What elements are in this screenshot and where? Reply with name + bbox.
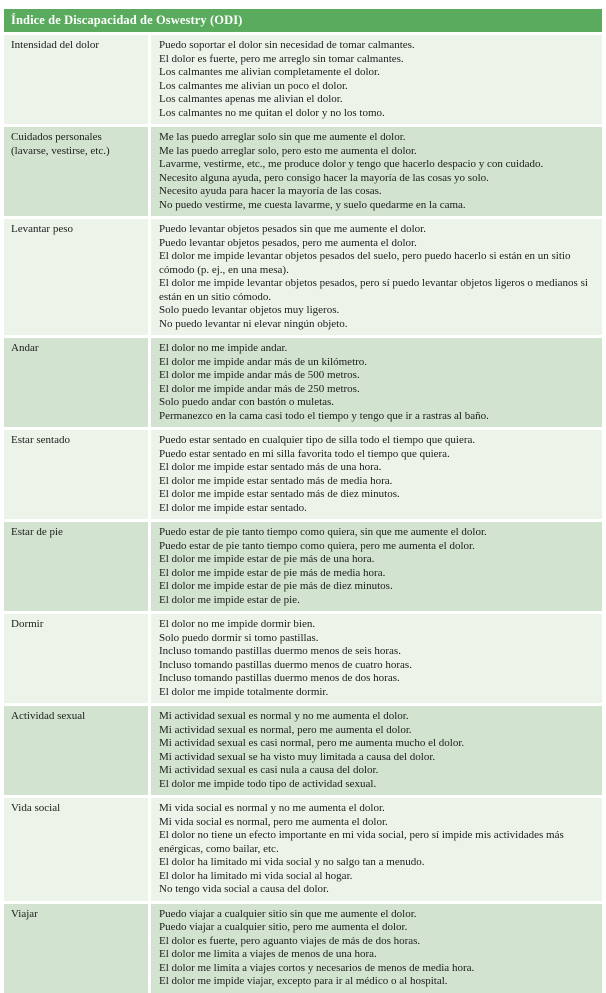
option-line: Los calmantes apenas me alivian el dolor. (159, 93, 343, 105)
option-line: Puedo estar de pie tanto tiempo como quiera, pero me aumenta el dolor. (159, 539, 475, 552)
options-cell (151, 35, 602, 124)
option-line: Solo puedo dormir si tomo pastillas. (159, 631, 319, 644)
option-line: El dolor me impide estar de pie más de media hora. (159, 566, 386, 579)
option-line: Mi actividad sexual es casi normal, pero me aumenta mucho el dolor. (159, 737, 465, 749)
option-line: No tengo vida social a causa del dolor. (159, 883, 329, 895)
options-cell (151, 798, 602, 901)
option-line: Solo puedo andar con bastón o muletas. (159, 396, 335, 408)
category-cell: Vida social (4, 798, 148, 901)
table-row (4, 430, 602, 519)
option-line: Incluso tomando pastillas duermo menos de seis horas. (159, 645, 401, 657)
option-line: El dolor es fuerte, pero me arreglo sin tomar calmantes. (159, 52, 404, 65)
options-cell (151, 706, 602, 795)
option-line: Mi actividad sexual es casi nula a causa del dolor. (159, 764, 379, 776)
option-line: Lavarme, vestirme, etc., me produce dolor y tengo que hacerlo despacio y con cuidado. (159, 158, 544, 170)
table-row (4, 522, 602, 611)
category-cell: Andar (4, 338, 148, 427)
category-cell: Actividad sexual (4, 706, 148, 795)
option-line: Los calmantes me alivian un poco el dolor. (159, 79, 348, 92)
option-line: El dolor me impide estar de pie más de una hora. (159, 553, 375, 565)
option-line: No puedo levantar ni elevar ningún objeto. (159, 317, 348, 330)
table-body (4, 35, 602, 993)
option-line: El dolor ha limitado mi vida social y no salgo tan a menudo. (159, 856, 425, 868)
option-line: El dolor me limita a viajes de menos de una hora. (159, 948, 377, 960)
category-cell: Estar sentado (4, 430, 148, 519)
option-line: El dolor es fuerte, pero aguanto viajes de más de dos horas. (159, 934, 421, 947)
option-line: Mi vida social es normal y no me aumenta el dolor. (159, 802, 385, 814)
table-title: Índice de Discapacidad de Oswestry (ODI) (4, 9, 602, 32)
option-line: El dolor me impide andar más de un kilómetro. (159, 355, 368, 368)
option-line: Mi actividad sexual es normal, pero me aumenta el dolor. (159, 723, 412, 736)
option-line: Puedo viajar a cualquier sitio sin que me aumente el dolor. (159, 907, 417, 920)
option-line: El dolor me impide estar de pie más de diez minutos. (159, 580, 393, 592)
table-row (4, 614, 602, 703)
options-cell (151, 522, 602, 611)
option-line: Mi vida social es normal, pero me aumenta el dolor. (159, 815, 388, 828)
category-cell: Dormir (4, 614, 148, 703)
option-line: Puedo estar sentado en mi silla favorita todo el tiempo que quiera. (159, 447, 450, 460)
option-line: El dolor me impide viajar, excepto para ir al médico o al hospital. (159, 975, 448, 987)
category-cell: Viajar (4, 904, 148, 993)
option-line: Puedo estar de pie tanto tiempo como quiera, sin que me aumente el dolor. (159, 526, 487, 538)
option-line: El dolor me impide estar de pie. (159, 593, 300, 606)
option-line: El dolor me impide levantar objetos pesados del suelo, pero puedo hacerlo si están en un sitio cómodo (p. ej., en una mesa). (159, 250, 571, 276)
option-line: Los calmantes me alivian completamente el dolor. (159, 66, 380, 78)
options-cell (151, 219, 602, 335)
options-cell (151, 338, 602, 427)
option-line: Me las puedo arreglar solo sin que me aumente el dolor. (159, 131, 406, 143)
option-line: Necesito ayuda para hacer la mayoría de las cosas. (159, 185, 382, 197)
option-line: Los calmantes no me quitan el dolor y no los tomo. (159, 106, 385, 119)
option-line: Permanezco en la cama casi todo el tiempo y tengo que ir a rastras al baño. (159, 409, 489, 422)
option-line: Puedo soportar el dolor sin necesidad de tomar calmantes. (159, 39, 415, 51)
table-row (4, 338, 602, 427)
option-line: El dolor me impide totalmente dormir. (159, 685, 329, 698)
option-line: Puedo estar sentado en cualquier tipo de silla todo el tiempo que quiera. (159, 434, 476, 446)
option-line: Mi actividad sexual es normal y no me aumenta el dolor. (159, 710, 409, 722)
option-line: Puedo levantar objetos pesados, pero me aumenta el dolor. (159, 236, 417, 249)
options-cell (151, 614, 602, 703)
option-line: No puedo vestirme, me cuesta lavarme, y suelo quedarme en la cama. (159, 198, 466, 211)
odi-questionnaire-table (4, 9, 602, 993)
option-line: El dolor no tiene un efecto importante en mi vida social, pero sí impide mis actividades más enérgicas, como bailar, etc. (159, 829, 564, 855)
option-line: El dolor me impide andar más de 500 metros. (159, 369, 360, 381)
option-line: El dolor me impide andar más de 250 metros. (159, 382, 360, 395)
option-line: El dolor no me impide andar. (159, 342, 288, 354)
option-line: El dolor me impide levantar objetos pesados, pero sí puedo levantar objetos ligeros o medianos si están en un sitio cómodo. (159, 277, 588, 303)
options-cell (151, 127, 602, 216)
option-line: El dolor no me impide dormir bien. (159, 618, 316, 630)
option-line: El dolor me limita a viajes cortos y necesarios de menos de media hora. (159, 961, 475, 974)
option-line: Mi actividad sexual se ha visto muy limitada a causa del dolor. (159, 750, 436, 763)
option-line: Puedo levantar objetos pesados sin que me aumente el dolor. (159, 223, 426, 235)
option-line: El dolor me impide estar sentado más de diez minutos. (159, 488, 400, 500)
category-cell: Estar de pie (4, 522, 148, 611)
option-line: El dolor me impide estar sentado. (159, 501, 307, 514)
option-line: El dolor ha limitado mi vida social al hogar. (159, 869, 353, 882)
option-line: Puedo viajar a cualquier sitio, pero me aumenta el dolor. (159, 921, 408, 933)
category-cell: Levantar peso (4, 219, 148, 335)
category-cell: Cuidados personales (lavarse, vestirse, etc.) (4, 127, 148, 216)
options-cell (151, 904, 602, 993)
option-line: El dolor me impide estar sentado más de media hora. (159, 474, 393, 487)
option-line: Me las puedo arreglar solo, pero esto me aumenta el dolor. (159, 144, 417, 157)
table-row (4, 706, 602, 795)
option-line: Solo puedo levantar objetos muy ligeros. (159, 304, 340, 316)
category-cell: Intensidad del dolor (4, 35, 148, 124)
option-line: El dolor me impide todo tipo de actividad sexual. (159, 777, 377, 790)
option-line: Necesito alguna ayuda, pero consigo hacer la mayoría de las cosas yo solo. (159, 171, 489, 184)
table-row (4, 127, 602, 216)
option-line: El dolor me impide estar sentado más de una hora. (159, 461, 382, 473)
table-row (4, 219, 602, 335)
option-line: Incluso tomando pastillas duermo menos de cuatro horas. (159, 658, 412, 671)
table-row (4, 904, 602, 993)
table-row (4, 798, 602, 901)
table-row (4, 35, 602, 124)
options-cell (151, 430, 602, 519)
option-line: Incluso tomando pastillas duermo menos de dos horas. (159, 672, 400, 684)
